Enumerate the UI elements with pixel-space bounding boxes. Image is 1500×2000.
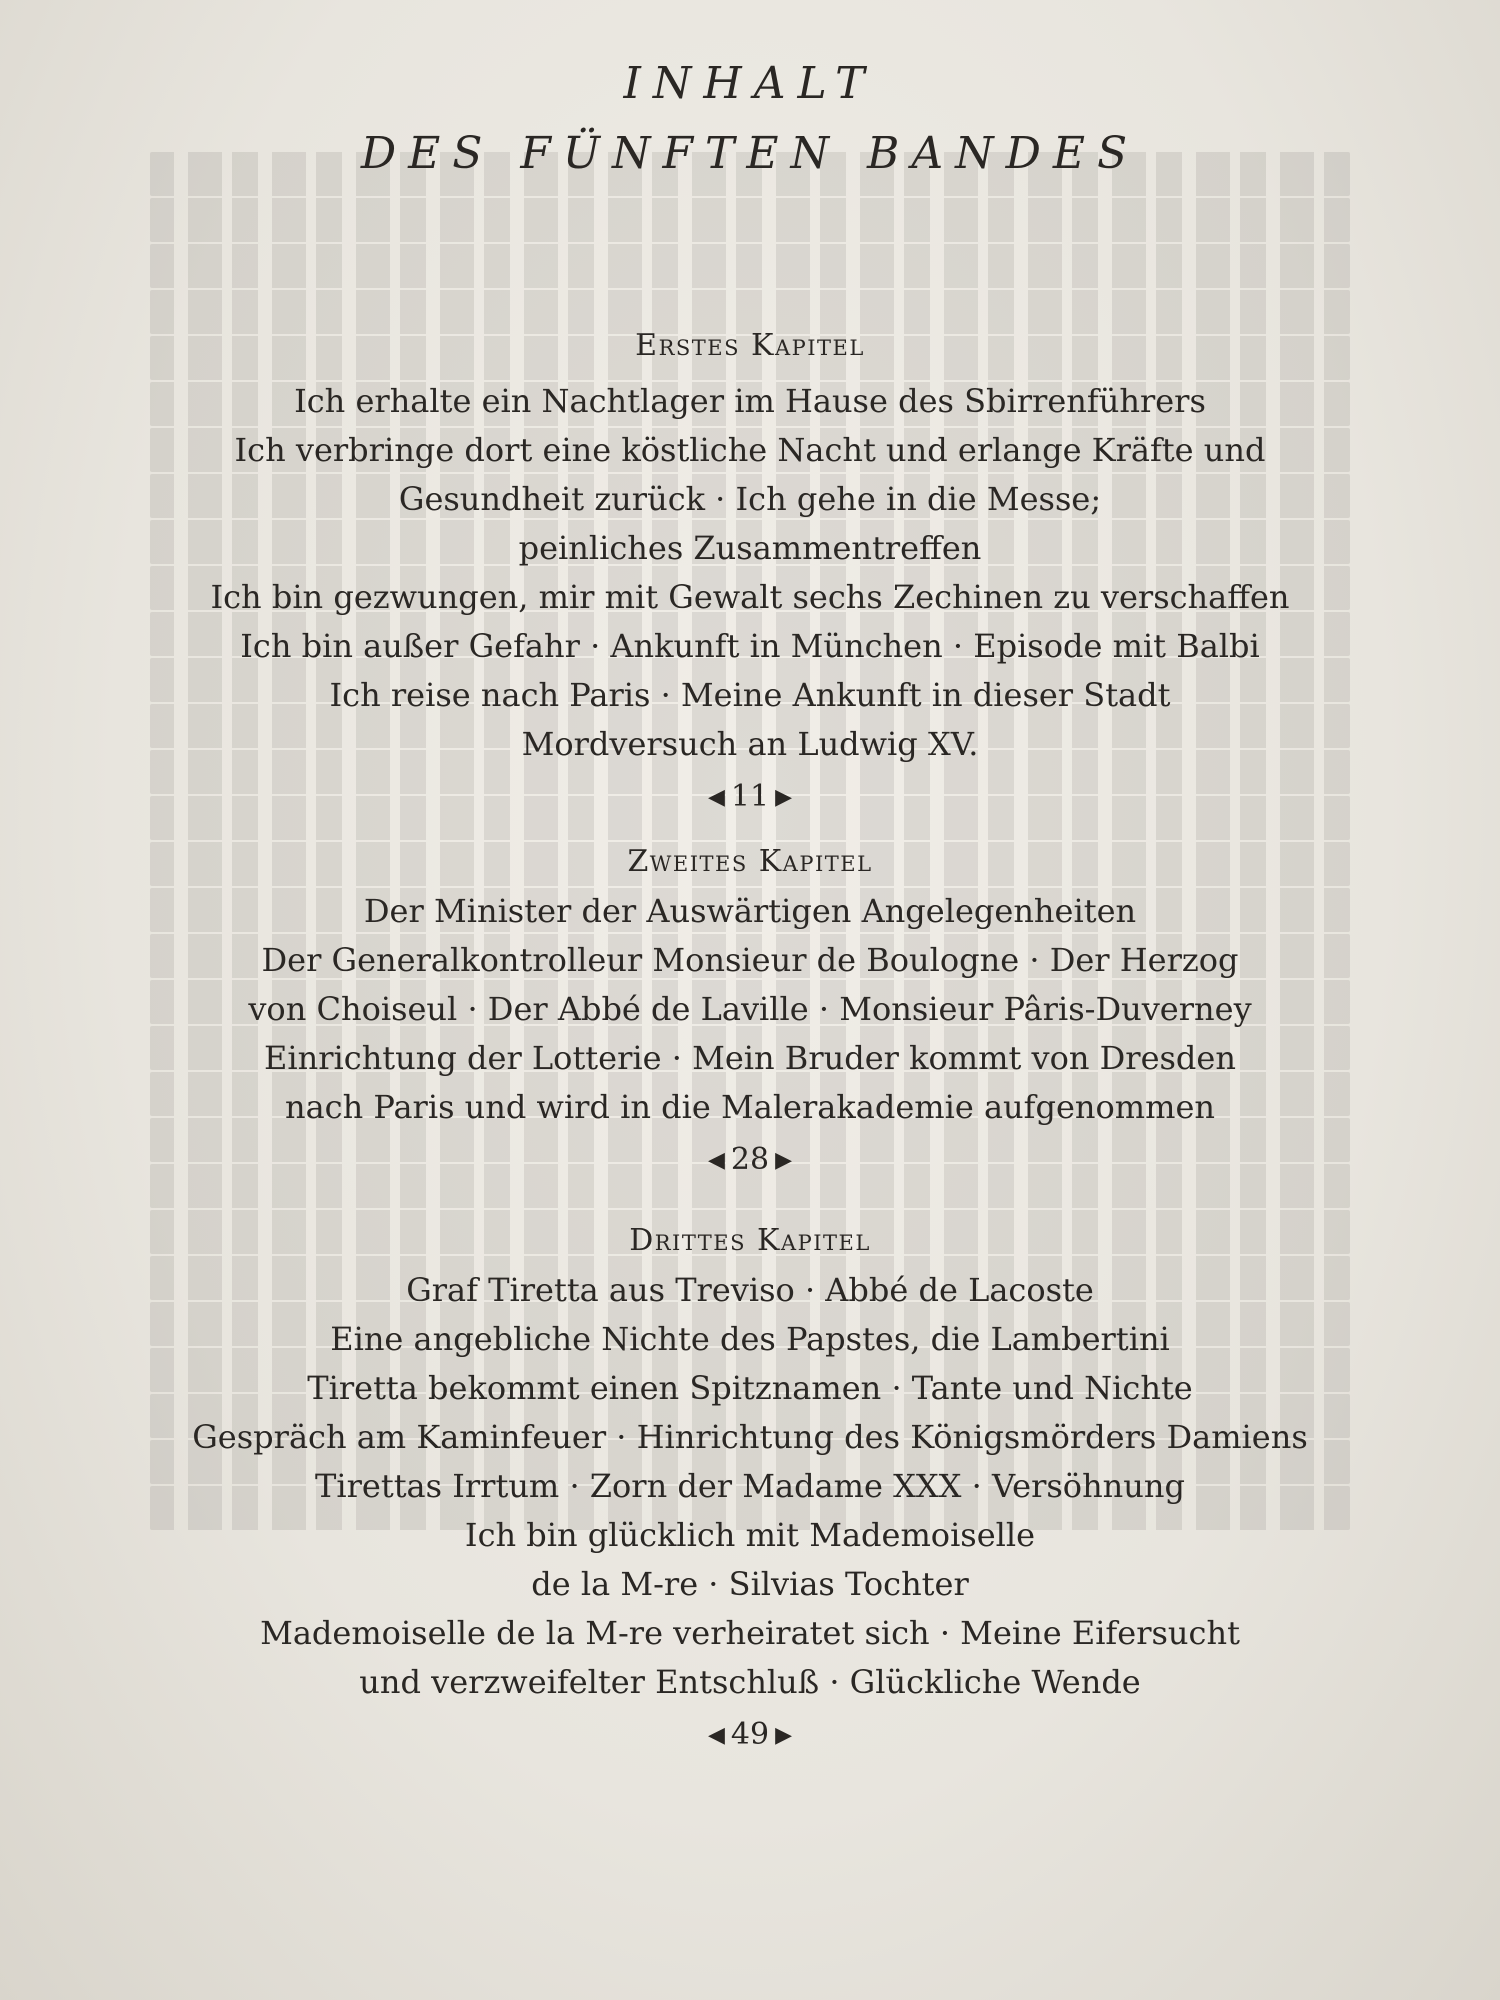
chapter-line: Tiretta bekommt einen Spitznamen · Tante und Nichte (307, 1369, 1193, 1407)
chapter-line: Der Generalkontrolleur Monsieur de Boulogne · Der Herzog (261, 941, 1239, 979)
chapter-line: von Choiseul · Der Abbé de Laville · Monsieur Pâris-Duverney (248, 990, 1252, 1028)
chapter-line: und verzweifelter Entschluß · Glückliche Wende (359, 1663, 1141, 1701)
chapter-title: Erstes Kapitel (635, 328, 865, 363)
toc-heading-line-2: DES FÜNFTEN BANDES (360, 128, 1140, 179)
left-ornament-icon: ◀ (707, 1723, 725, 1748)
page-reference (0, 1138, 1500, 1183)
chapter-line: Ich erhalte ein Nachtlager im Hause des Sbirrenführers (294, 382, 1206, 420)
chapter-line: nach Paris und wird in die Malerakademie aufgenommen (284, 1088, 1215, 1126)
chapter-line: Mordversuch an Ludwig XV. (521, 725, 979, 763)
chapter-line: Eine angebliche Nichte des Papstes, die Lambertini (330, 1320, 1170, 1358)
page-number: 28 (730, 1142, 770, 1177)
chapter-line: Tirettas Irrtum · Zorn der Madame XXX · Versöhnung (315, 1467, 1185, 1505)
chapter-1-entry (0, 176, 1500, 820)
page-number: 49 (730, 1717, 770, 1752)
chapter-line: Gespräch am Kaminfeuer · Hinrichtung des Königsmörders Damiens (192, 1418, 1308, 1456)
chapter-line: Ich reise nach Paris · Meine Ankunft in dieser Stadt (329, 676, 1171, 714)
chapter-line: Einrichtung der Lotterie · Mein Bruder kommt von Dresden (264, 1039, 1236, 1077)
chapter-line: Mademoiselle de la M-re verheiratet sich · Meine Eifersucht (260, 1614, 1240, 1652)
chapter-line: Ich bin außer Gefahr · Ankunft in München · Episode mit Balbi (240, 627, 1260, 665)
page-reference (0, 1713, 1500, 1758)
chapter-line: Ich verbringe dort eine köstliche Nacht und erlange Kräfte und (234, 431, 1266, 469)
toc-heading-line-1: INHALT (623, 58, 877, 109)
chapter-title: Drittes Kapitel (629, 1223, 871, 1258)
right-ornament-icon: ▶ (775, 1723, 793, 1748)
right-ornament-icon: ▶ (775, 1148, 793, 1173)
chapter-2-entry (0, 820, 1500, 1183)
left-ornament-icon: ◀ (707, 1148, 725, 1173)
chapter-3-entry (0, 1183, 1500, 1758)
chapter-line: Ich bin glücklich mit Mademoiselle (464, 1516, 1036, 1554)
right-ornament-icon: ▶ (775, 785, 793, 810)
chapter-line: Graf Tiretta aus Treviso · Abbé de Lacoste (406, 1271, 1094, 1309)
page-number: 11 (730, 779, 770, 814)
chapter-title: Zweites Kapitel (627, 844, 873, 879)
chapter-line: Gesundheit zurück · Ich gehe in die Messe; (398, 480, 1102, 518)
chapter-line: Der Minister der Auswärtigen Angelegenheiten (363, 892, 1137, 930)
chapter-line: de la M-re · Silvias Tochter (531, 1565, 969, 1603)
chapter-line: Ich bin gezwungen, mir mit Gewalt sechs Zechinen zu verschaffen (210, 578, 1290, 616)
left-ornament-icon: ◀ (707, 785, 725, 810)
chapter-line: peinliches Zusammentreffen (518, 529, 982, 567)
page-reference (0, 775, 1500, 820)
